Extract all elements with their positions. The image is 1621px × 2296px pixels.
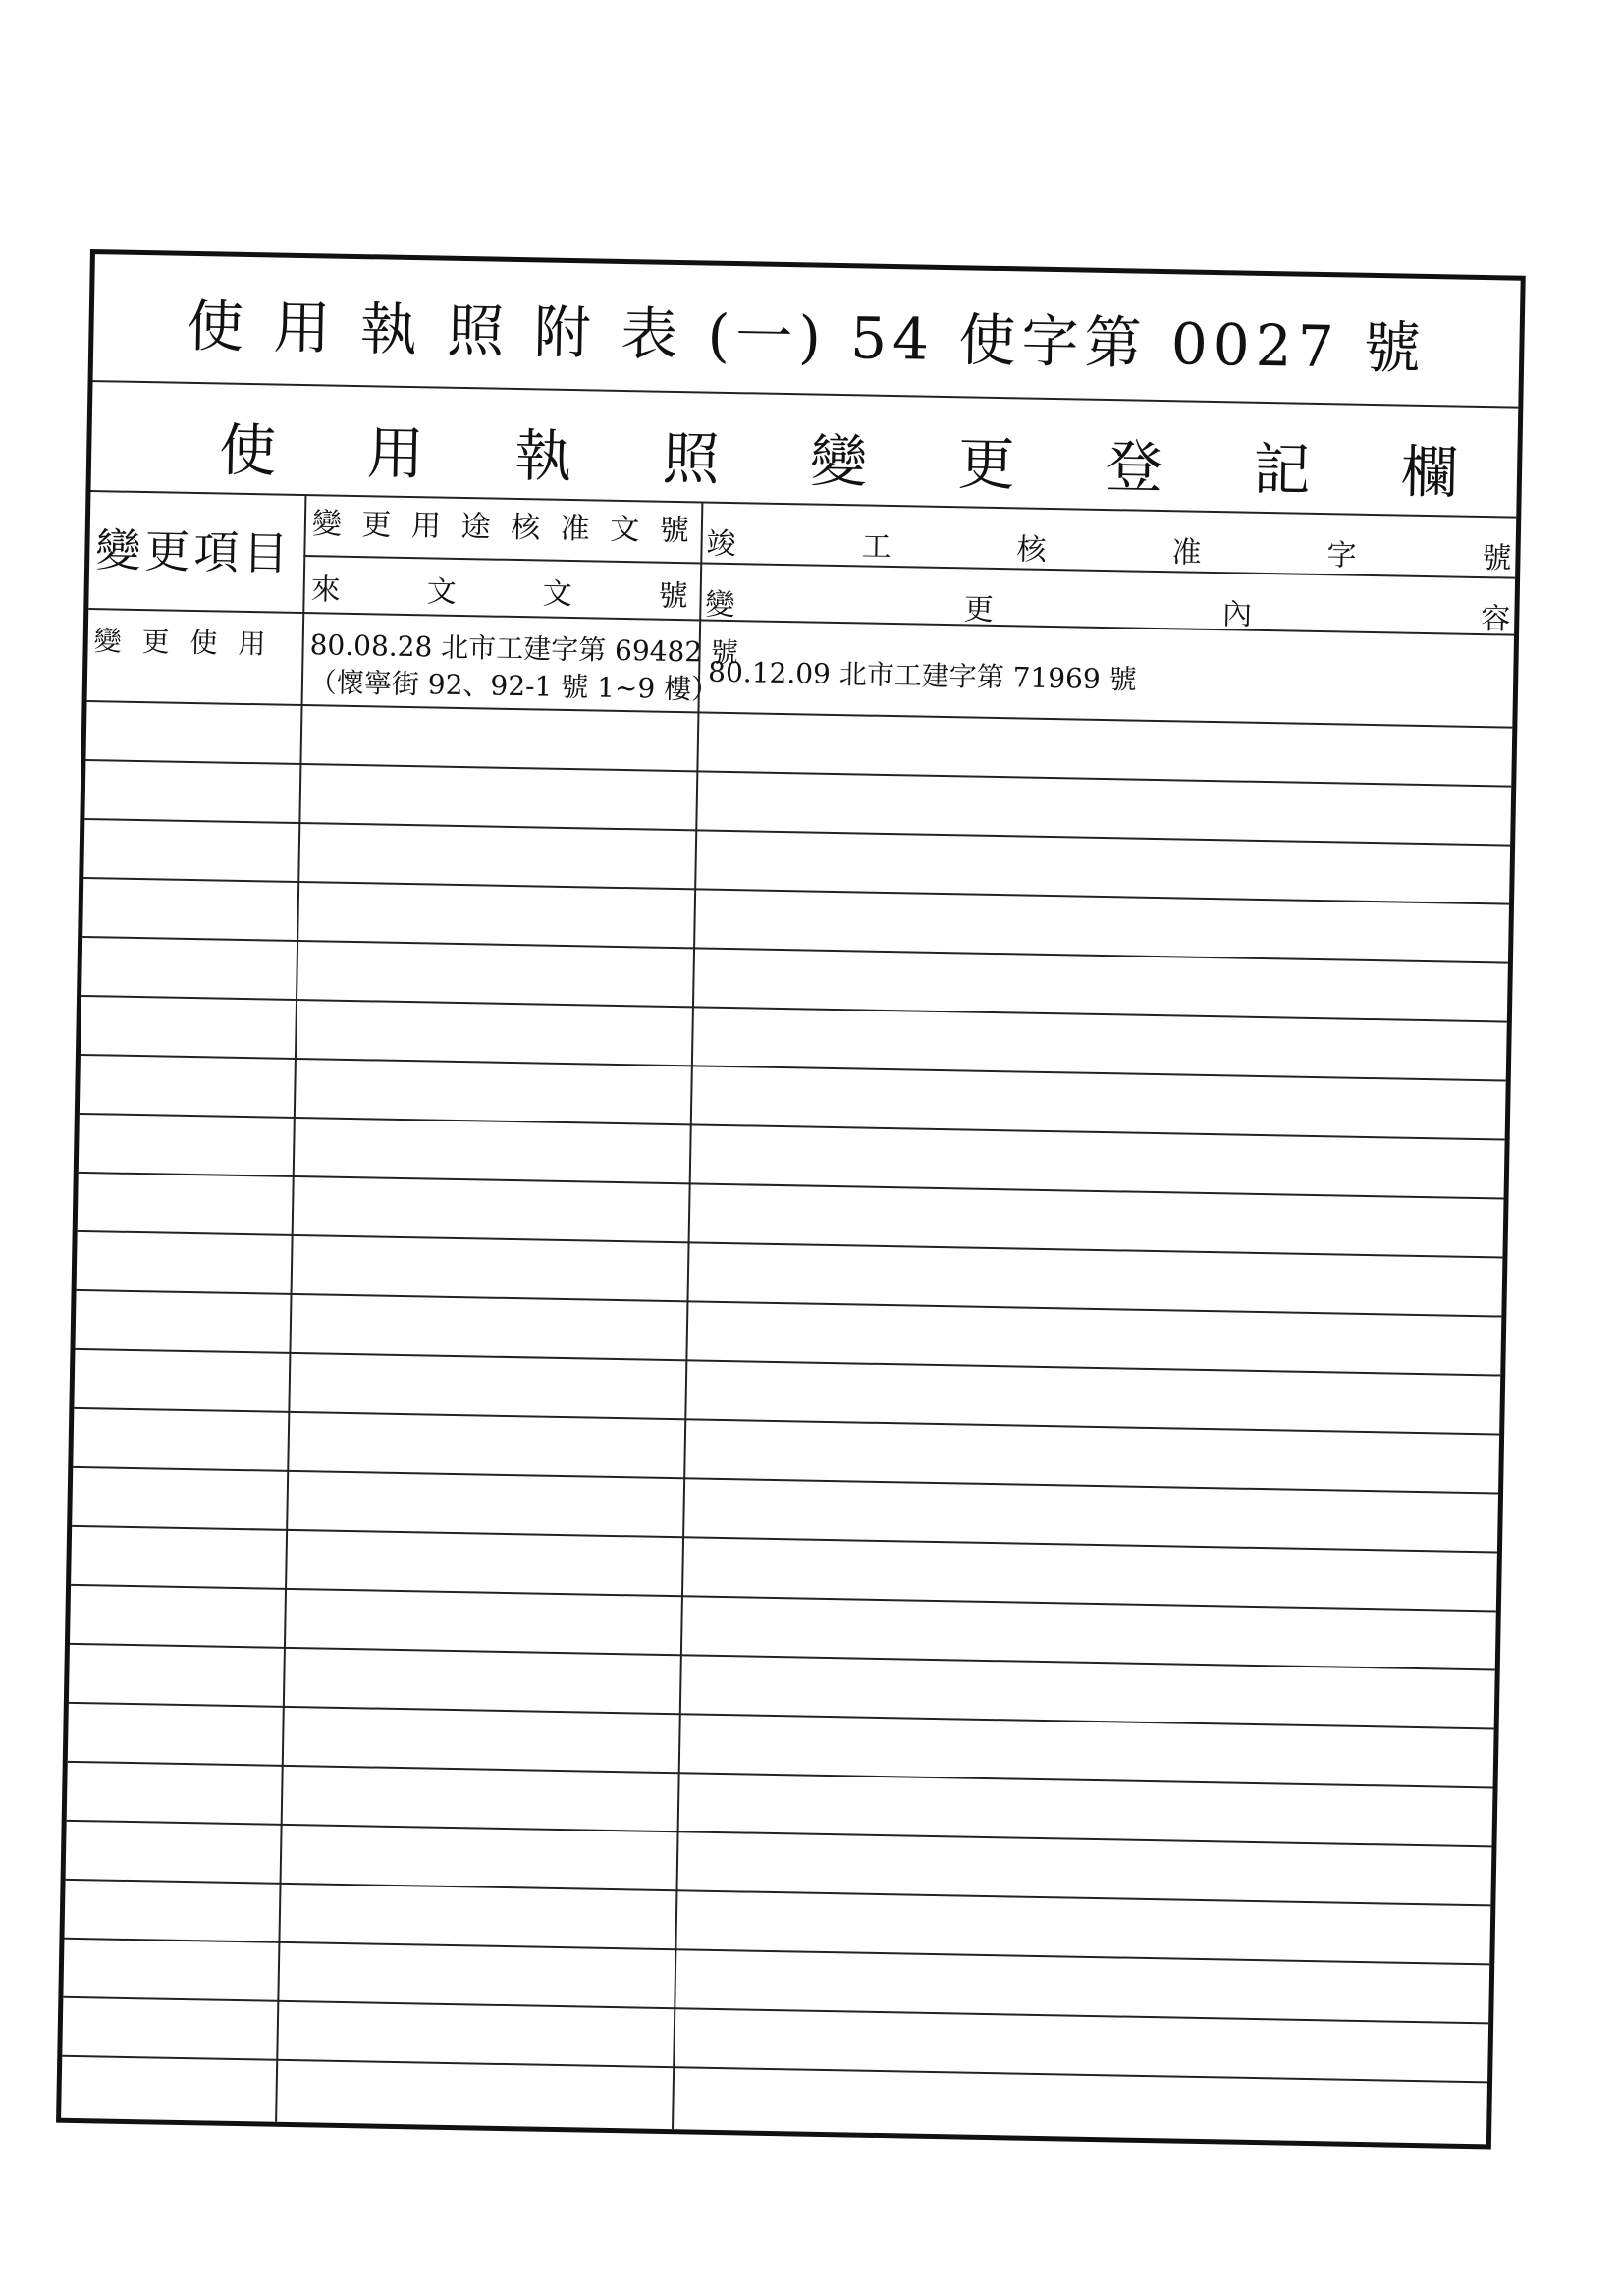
- row-approval-line2: （懷寧街 92、92-1 號 1~9 樓）: [308, 666, 720, 706]
- section-title-char: 更: [956, 430, 1016, 499]
- section-title-char: 記: [1252, 435, 1312, 504]
- header-char: 號: [1482, 541, 1512, 576]
- document-title: 使 用 執 照 附 表 (一) 54 使字第 0027 號: [186, 292, 1428, 382]
- header-char: 變: [311, 507, 343, 542]
- header-char: 竣: [706, 526, 736, 563]
- header-change-use-approval-no: [312, 499, 690, 549]
- header-change-content: [705, 580, 1511, 638]
- header-char: 准: [560, 511, 590, 547]
- column-divider-1: [275, 496, 306, 2122]
- row-item-cell: 變 更 使 用: [93, 625, 272, 661]
- column-divider-2: [672, 503, 703, 2129]
- row-completion-cell: 80.12.09 北市工建字第 71969 號: [707, 655, 1137, 696]
- header-char: 途: [460, 509, 491, 545]
- header-char: 內: [1221, 597, 1253, 632]
- header-char: 文: [426, 574, 457, 610]
- header-char: 文: [609, 512, 640, 548]
- header-char: 核: [510, 510, 541, 546]
- header-char: 准: [1171, 535, 1202, 571]
- header-incoming-doc-no: [310, 565, 688, 615]
- header-char: 號: [658, 578, 688, 615]
- section-title-char: 用: [366, 419, 425, 488]
- section-title-char: 欄: [1400, 438, 1459, 507]
- registration-form: [56, 249, 1526, 2149]
- header-char: 號: [659, 513, 690, 549]
- header-char: 用: [410, 509, 442, 544]
- header-char: 文: [542, 576, 572, 613]
- section-title-char: 照: [662, 424, 721, 493]
- section-title-char: 使: [218, 416, 277, 485]
- header-char: 變: [705, 587, 735, 624]
- header-char: 工: [861, 529, 892, 565]
- section-title-char: 變: [809, 427, 868, 496]
- section-title-char: 執: [513, 421, 572, 491]
- header-char: 更: [963, 592, 995, 628]
- section-title: [219, 404, 1459, 509]
- header-char: 更: [361, 508, 392, 543]
- header-change-item: 變更項目: [94, 523, 293, 580]
- row-approval-line1: 80.08.28 北市工建字第 69482 號: [309, 629, 739, 670]
- section-title-char: 登: [1105, 432, 1163, 502]
- header-char: 來: [310, 573, 342, 608]
- header-char: 核: [1016, 532, 1047, 568]
- header-char: 字: [1326, 538, 1357, 574]
- header-completion-approval-no: [706, 519, 1512, 577]
- header-char: 容: [1481, 602, 1511, 637]
